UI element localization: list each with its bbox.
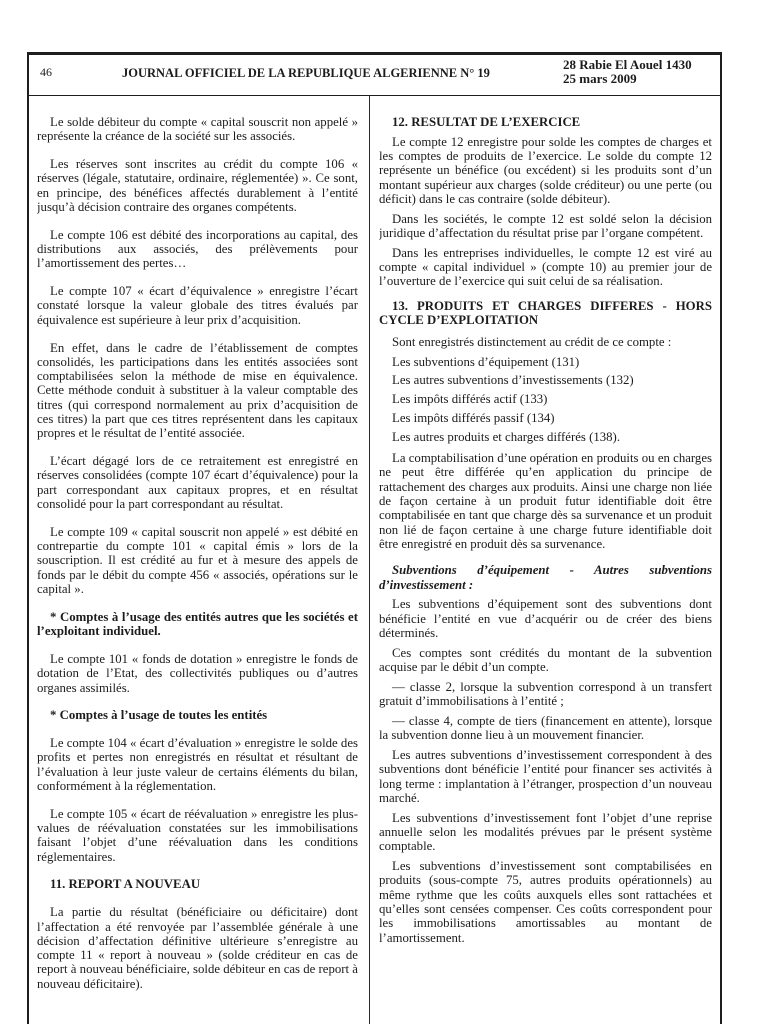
paragraph: Ces comptes sont crédités du montant de la subvention acquise par le débit d’un compte. xyxy=(379,645,712,674)
paragraph: Les subventions d’équipement sont des subventions dont bénéficie l’entité en vue d’acquérir ou de créer des biens déterminés. xyxy=(379,597,712,640)
left-column xyxy=(37,115,358,1024)
journal-header xyxy=(29,55,720,96)
paragraph: La partie du résultat (bénéficiaire ou déficitaire) dont l’affectation a été renvoyée par l’assemblée générale à une décision d’affectation définitive ultérieure s’enregistre au compte 11 « report à nouveau » (solde créditeur en cas de report à nouveau bénéficiaire, solde débiteur en cas de report à nouveau déficitaire). xyxy=(37,905,358,991)
paragraph: L’écart dégagé lors de ce retraitement est enregistré en réserves consolidées (compte 107 écart d’équivalence) pour la part correspondant aux capitaux propres, et en résultat consolidé pour la part correspondant au résultat. xyxy=(37,454,358,512)
list-item: Les autres subventions d’investissements (132) xyxy=(392,373,634,388)
paragraph: Le compte 107 « écart d’équivalence » enregistre l’écart constaté lorsque la valeur globale des titres évalués par équivalence est supérieure à leur prix d’acquisition. xyxy=(37,284,358,327)
section-heading: * Comptes à l’usage de toutes les entités xyxy=(50,708,268,723)
issue-date xyxy=(563,58,692,86)
section-heading: * Comptes à l’usage des entités autres que les sociétés et l’exploitant individuel. xyxy=(37,609,358,639)
page-frame xyxy=(27,52,722,1024)
paragraph: La comptabilisation d’une opération en produits ou en charges ne peut être différée qu’en application du principe de rattachement des charges aux produits. Ainsi une charge non liée de façon certaine à un produit futur identifiable doit être comptabilisée en tant que charge dès sa survenance et un produit non lié de façon certaine à une charge future identifiable doit être enregistré en produit dès sa survenance. xyxy=(379,451,712,551)
date-hijri: 28 Rabie El Aouel 1430 xyxy=(563,57,692,72)
paragraph: Dans les entreprises individuelles, le compte 12 est viré au compte « capital individuel » (compte 10) au premier jour de l’ouverture de l’exercice qui suit celui de sa réalisation. xyxy=(379,245,712,289)
right-column xyxy=(379,115,712,1024)
journal-title: JOURNAL OFFICIEL DE LA REPUBLIQUE ALGERIENNE N° 19 xyxy=(122,66,490,80)
paragraph: Le solde débiteur du compte « capital souscrit non appelé » représente la créance de la société sur les associés. xyxy=(37,115,358,144)
paragraph: Les autres subventions d’investissement correspondent à des subventions dont bénéficie l’entité pour financer ses activités à long terme : implantation à l’étranger, prospection d’un nouveau marché. xyxy=(379,747,712,805)
paragraph: Le compte 106 est débité des incorporations au capital, des distributions aux associés, des prélèvements pour l’amortissement des pertes… xyxy=(37,227,358,271)
paragraph: Le compte 105 « écart de réévaluation » enregistre les plus-values de réévaluation constatées sur les immobilisations faisant l’objet d’une réévaluation dans les conditions réglementaires. xyxy=(37,806,358,864)
paragraph: Dans les sociétés, le compte 12 est soldé selon la décision juridique d’affectation du résultat prise par l’organe compétent. xyxy=(379,211,712,241)
paragraph: Le compte 101 « fonds de dotation » enregistre le fonds de dotation de l’Etat, des collectivités publiques ou d’autres organes assimilés. xyxy=(37,651,358,695)
paragraph: — classe 2, lorsque la subvention correspond à un transfert gratuit d’immobilisations à l’entité ; xyxy=(379,679,712,709)
list-item: Les subventions d’équipement (131) xyxy=(392,354,580,369)
paragraph: Les subventions d’investissement sont comptabilisées en produits (sous-compte 75, autres produits opérationnels) au même rythme que les coûts auxquels elles sont rattachées et qu’elles sont censées compenser. Ces coûts correspondent pour les immobilisations amortissables au montant de l’amortissement. xyxy=(379,859,712,945)
list-item: Les autres produits et charges différés (138). xyxy=(392,429,621,444)
section-heading: 12. RESULTAT DE L’EXERCICE xyxy=(392,115,581,129)
paragraph: — classe 4, compte de tiers (financement en attente), lorsque la subvention donne lieu à un mouvement financier. xyxy=(379,713,712,743)
paragraph: Les réserves sont inscrites au crédit du compte 106 « réserves (légale, statutaire, ordinaire, réglementée) ». Ce sont, en principe, des bénéfices affectés durablement à l’entité jusqu’à décision contraire des organes compétents. xyxy=(37,157,358,214)
paragraph: Le compte 104 « écart d’évaluation » enregistre le solde des profits et pertes non enregistrés en résultat et résultant de l’évaluation à leur juste valeur de certains éléments du bilan, conformément à la réglementation. xyxy=(37,736,358,793)
paragraph: En effet, dans le cadre de l’établissement de comptes consolidés, les participations dans les entités associées sont comptabilisées selon la méthode de mise en équivalence. Cette méthode conduit à substituer à la valeur comptable des titres (qui correspond normalement au prix d’acquisition de ces titres) la part que ces titres représentent dans les capitaux propres et le résultat de l’entité associée. xyxy=(37,340,358,441)
paragraph: Le compte 109 « capital souscrit non appelé » est débité en contrepartie du compte 101 « capital émis » lors de la souscription. Il est crédité au fur et à mesure des appels de fonds par le débit du compte 456 « associés, opérations sur le capital ». xyxy=(37,524,358,597)
date-gregorian: 25 mars 2009 xyxy=(563,71,637,86)
list-item: Les impôts différés actif (133) xyxy=(392,392,548,407)
list-intro: Sont enregistrés distinctement au crédit de ce compte : xyxy=(392,335,672,350)
list-item: Les impôts différés passif (134) xyxy=(392,411,555,426)
paragraph: Les subventions d’investissement font l’objet d’une reprise annuelle selon les modalités prévues par le présent système comptable. xyxy=(379,810,712,854)
paragraph: Le compte 12 enregistre pour solde les comptes de charges et les comptes de produits de l’exercice. Le solde du compte 12 représente un bénéfice (ou excédent) si les produits sont d’un montant supérieur aux charges (solde créditeur) ou une perte (ou déficit) dans le cas contraire (solde débiteur). xyxy=(379,134,712,206)
section-heading: 13. PRODUITS ET CHARGES DIFFERES - HORS CYCLE D’EXPLOITATION xyxy=(379,298,712,328)
column-divider xyxy=(369,96,370,1024)
subsection-heading: Subventions d’équipement - Autres subventions d’investissement : xyxy=(379,563,712,592)
page-number: 46 xyxy=(40,65,52,79)
section-heading: 11. REPORT A NOUVEAU xyxy=(50,877,201,892)
